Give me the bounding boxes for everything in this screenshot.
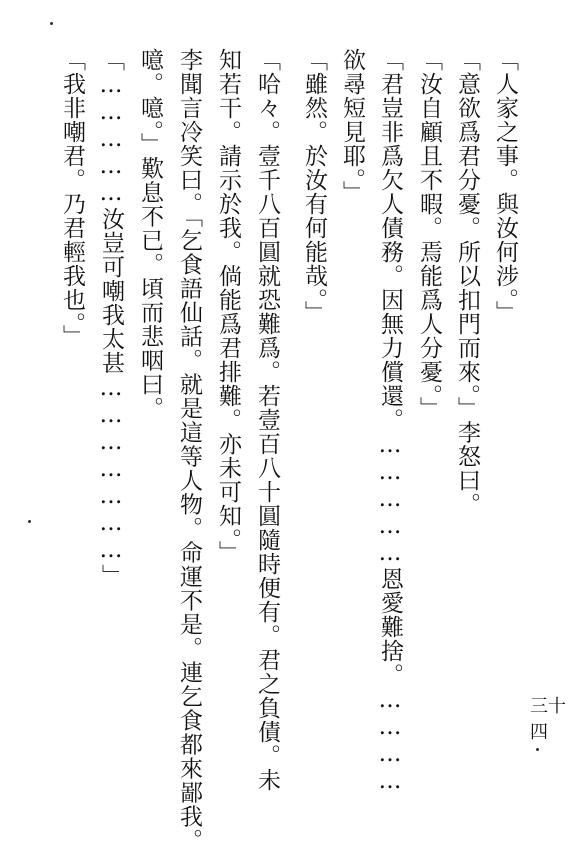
text-column-2: 「意欲爲君分憂。所以扣門而來。」李怒曰。 <box>454 48 480 517</box>
text-column-1: 「人家之事。與汝何涉。」 <box>492 48 518 325</box>
text-column-11: 「……………汝豈可嘲我太甚…………………」 <box>98 48 124 588</box>
text-column-7: 「哈々。壹千八百圓就恐難爲。若壹百八十圓隨時便有。君之負債。未 <box>254 48 280 792</box>
print-speck <box>50 22 53 25</box>
print-speck <box>536 748 539 751</box>
page-number: 三十四 <box>530 696 566 743</box>
text-column-4: 「君豈非爲欠人債務。因無力償還。……………恩愛難捨。………… <box>377 48 403 795</box>
text-column-12: 「我非嘲君。乃君輕我也。」 <box>59 48 85 349</box>
text-column-3: 「汝自顧且不暇。焉能爲人分憂。」 <box>416 48 442 421</box>
text-column-8: 知若干。請示於我。倘能爲君排難。亦未可知。」 <box>215 48 241 565</box>
text-column-6: 「雖然。於汝有何能哉。」 <box>301 48 327 325</box>
text-column-9: 李聞言冷笑曰。「乞食語仙話。就是這等人物。命運不是。連乞食都來鄙我。 <box>176 48 202 853</box>
text-column-10: 噫。噫。」歎息不已。頃而悲咽曰。 <box>137 48 163 421</box>
print-speck <box>28 520 31 523</box>
text-column-5: 欲尋短見耶。」 <box>339 48 365 205</box>
